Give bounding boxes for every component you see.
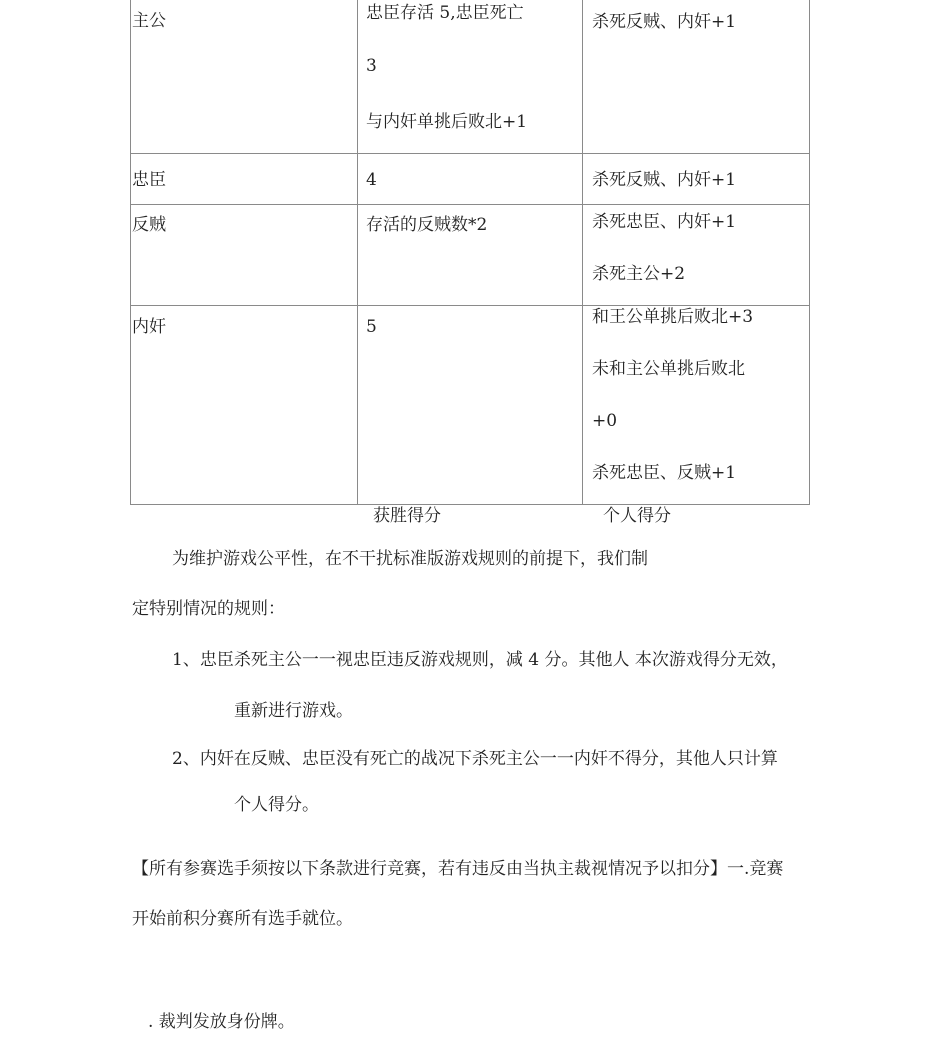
- table-row-lord-win-3: 与内奸单挑后败北+1: [366, 112, 528, 132]
- table-border-left: [130, 0, 131, 504]
- table-row-divider-2: [130, 204, 810, 205]
- table-row-rebel-personal-1: 杀死忠臣、内奸+1: [592, 212, 737, 232]
- table-row-rebel-personal-2: 杀死主公+2: [592, 264, 686, 284]
- table-row-loyalist-role: 忠臣: [132, 170, 166, 190]
- table-row-traitor-personal-4: 杀死忠臣、反贼+1: [592, 463, 737, 483]
- table-row-divider-3: [130, 305, 810, 306]
- table-row-divider-1: [130, 153, 810, 154]
- table-row-lord-win-2: 3: [366, 56, 377, 76]
- intro-line-1: 为维护游戏公平性，在不干扰标准版游戏规则的前提下，我们制: [172, 549, 648, 569]
- table-row-lord-personal-1: 杀死反贼、内奸+1: [592, 12, 737, 32]
- intro-line-2: 定特别情况的规则：: [132, 599, 285, 619]
- table-row-rebel-win-1: 存活的反贼数*2: [366, 215, 488, 235]
- table-row-traitor-personal-1: 和王公单挑后败北+3: [592, 307, 754, 327]
- rule-2-line-2: 个人得分。: [234, 795, 319, 815]
- notice-line-1: 【所有参赛选手须按以下条款进行竞赛，若有违反由当执主裁视情况予以扣分】一.竞赛: [132, 859, 784, 879]
- table-footer-win-label: 获胜得分: [373, 506, 441, 526]
- rule-1-line-1: 1、忠臣杀死主公一一视忠臣违反游戏规则，减 4 分。其他人 本次游戏得分无效，: [172, 650, 788, 670]
- table-row-loyalist-personal-1: 杀死反贼、内奸+1: [592, 170, 737, 190]
- table-row-lord-role: 主公: [132, 11, 166, 31]
- last-line: . 裁判发放身份牌。: [148, 1012, 295, 1032]
- notice-line-2: 开始前积分赛所有选手就位。: [132, 909, 353, 929]
- table-row-rebel-role: 反贼: [132, 215, 166, 235]
- table-divider-1: [357, 0, 358, 504]
- table-row-traitor-win-1: 5: [366, 317, 377, 337]
- table-row-traitor-personal-2: 未和主公单挑后败北: [592, 359, 745, 379]
- table-border-bottom: [130, 504, 810, 505]
- table-footer-personal-label: 个人得分: [603, 506, 671, 526]
- table-row-traitor-personal-3: +0: [592, 411, 618, 431]
- rule-1-line-2: 重新进行游戏。: [234, 701, 353, 721]
- table-divider-2: [582, 0, 583, 504]
- rule-2-line-1: 2、内奸在反贼、忠臣没有死亡的战况下杀死主公一一内奸不得分，其他人只计算: [172, 749, 778, 769]
- table-border-right: [809, 0, 810, 504]
- table-row-traitor-role: 内奸: [132, 317, 166, 337]
- table-row-loyalist-win-1: 4: [366, 170, 377, 190]
- table-row-lord-win-1: 忠臣存活 5,忠臣死亡: [366, 3, 524, 23]
